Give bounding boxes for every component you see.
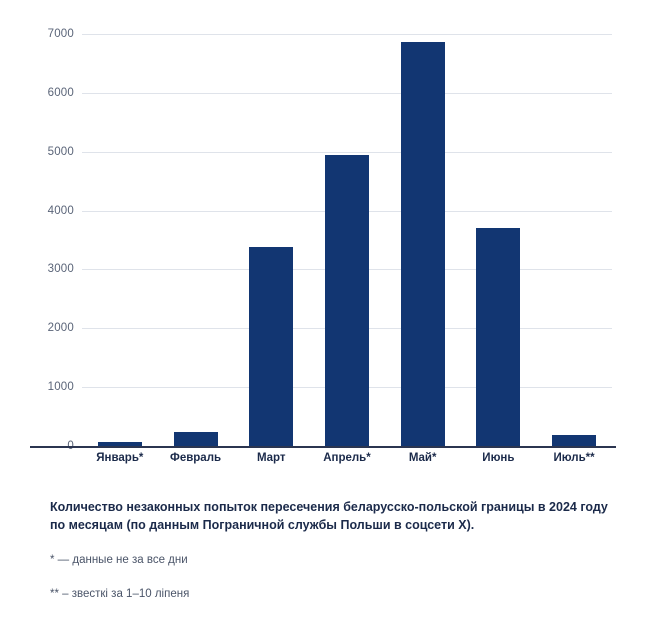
x-label-may: Май* [408,452,437,464]
y-tick-label: 5000 [47,145,74,158]
y-tick-label: 2000 [47,322,74,335]
y-tick-label: 7000 [47,28,74,40]
y-tick-label: 4000 [47,204,74,217]
bar-february [174,432,218,446]
x-label-january: Январь* [96,452,144,464]
x-label-march: Март [256,452,286,464]
y-axis-ticks [12,28,74,446]
x-label-april: Апрель* [323,452,371,464]
plot-area [82,34,612,446]
y-tick-label: 1000 [47,381,74,394]
bar-slot [385,34,460,446]
x-label-july: Июль** [553,452,595,464]
bar-slot [158,34,233,446]
bar-slot [82,34,157,446]
x-label-february: Февраль [170,452,222,464]
x-axis-line [30,446,616,448]
y-tick-label: 3000 [47,263,74,276]
x-axis-labels [82,452,612,464]
footnote-two: ** – звесткі за 1–10 ліпеня [50,588,190,601]
bar-march [249,247,293,446]
footnote-one: * — данные не за все дни [50,554,188,567]
bar-may [401,42,445,446]
bar-june [476,228,520,446]
bar-slot [537,34,612,446]
bar-july [552,435,596,446]
bar-slot [234,34,309,446]
bar-slot [461,34,536,446]
chart-caption: Количество незаконных попыток пересечения беларусско-польской границы в 2024 году по месяцам (по данным Пограничной службы Польши в соцсети X). [50,500,608,533]
bar-slot [309,34,384,446]
caption-block [50,498,620,620]
bar-april [325,155,369,446]
y-tick-label: 6000 [47,86,74,99]
x-label-june: Июнь [482,452,515,464]
bar-series [82,34,612,446]
